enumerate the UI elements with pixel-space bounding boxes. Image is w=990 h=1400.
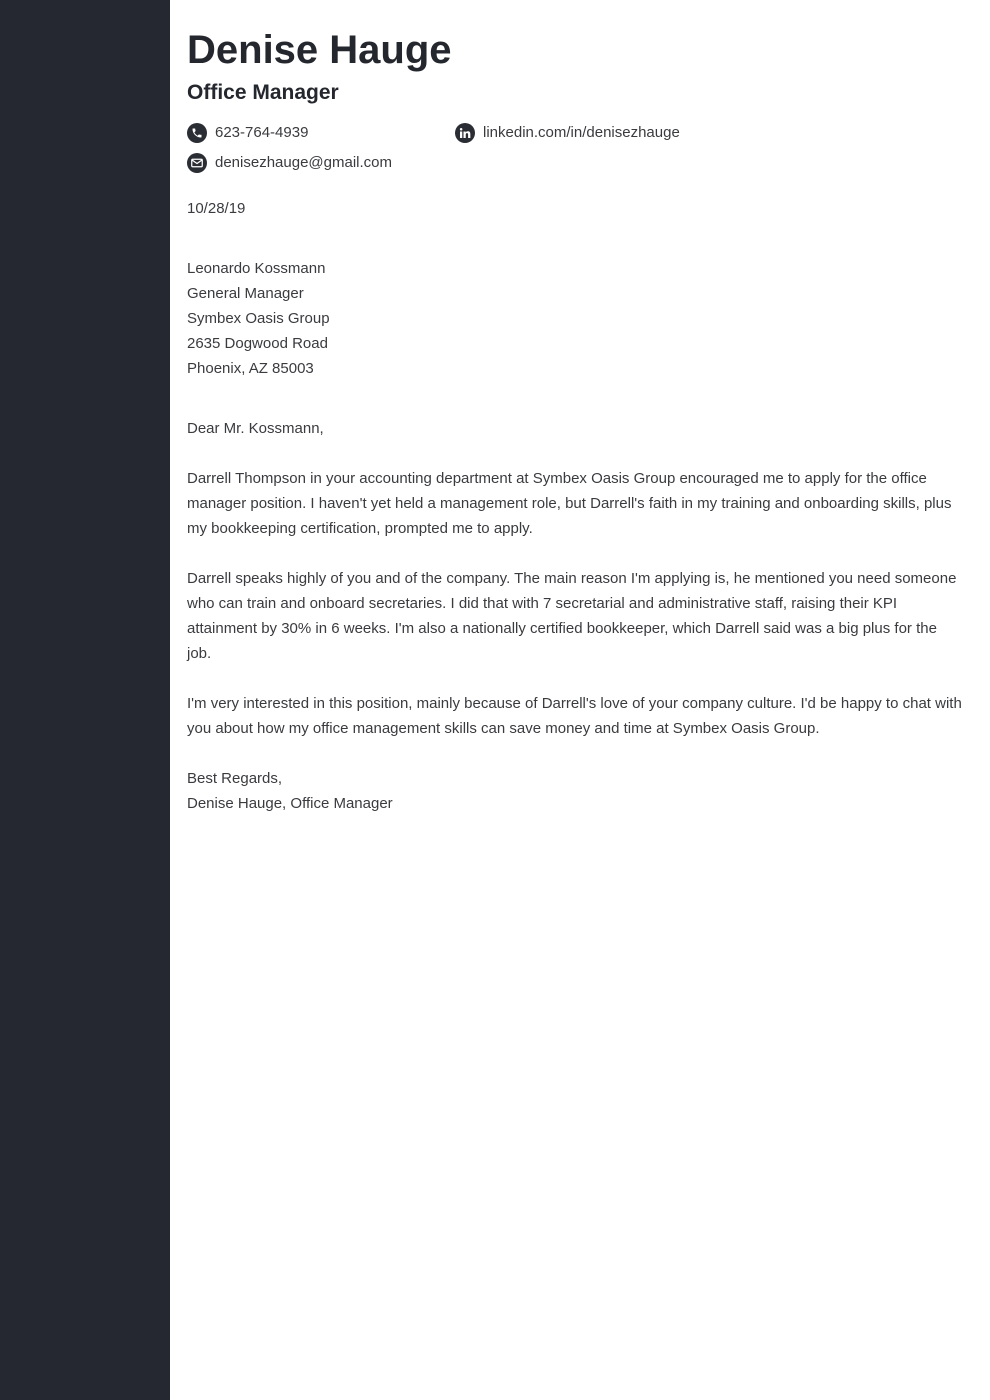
applicant-name: Denise Hauge bbox=[187, 28, 452, 72]
recipient-address bbox=[187, 256, 962, 381]
phone-number: 623-764-4939 bbox=[215, 124, 309, 141]
phone-icon bbox=[187, 123, 207, 143]
linkedin-icon bbox=[455, 123, 475, 143]
body-paragraph-1: Darrell Thompson in your accounting department at Symbex Oasis Group encouraged me to apply for the office manager position. I haven't yet held a management role, but Darrell's faith in my training and onboarding skills, plus my bookkeeping certification, prompted me to apply. bbox=[187, 470, 952, 537]
recipient-name: Leonardo Kossmann bbox=[187, 260, 326, 277]
email-address: denisezhauge@gmail.com bbox=[215, 154, 392, 171]
letter-date: 10/28/19 bbox=[187, 200, 246, 217]
recipient-company: Symbex Oasis Group bbox=[187, 310, 330, 327]
linkedin-url: linkedin.com/in/denisezhauge bbox=[483, 124, 680, 141]
contact-phone bbox=[187, 123, 308, 143]
applicant-title: Office Manager bbox=[187, 81, 339, 104]
sidebar-panel bbox=[0, 0, 170, 1400]
body-paragraph-3: I'm very interested in this position, mainly because of Darrell's love of your company culture. I'd be happy to chat with you about how my office management skills can save money and time at Symbex Oasis Group. bbox=[187, 695, 962, 737]
closing bbox=[187, 766, 962, 816]
contact-linkedin bbox=[455, 123, 680, 143]
signature: Denise Hauge, Office Manager bbox=[187, 795, 393, 812]
salutation: Dear Mr. Kossmann, bbox=[187, 420, 324, 437]
body-paragraph-2: Darrell speaks highly of you and of the company. The main reason I'm applying is, he mentioned you need someone who can train and onboard secretaries. I did that with 7 secretarial and administrative staff, raising their KPI attainment by 30% in 6 weeks. I'm also a nationally certified bookkeeper, which Darrell said was a big plus for the job. bbox=[187, 570, 957, 662]
recipient-city: Phoenix, AZ 85003 bbox=[187, 360, 314, 377]
closing-phrase: Best Regards, bbox=[187, 770, 283, 787]
recipient-street: 2635 Dogwood Road bbox=[187, 335, 328, 352]
envelope-icon bbox=[187, 153, 207, 173]
recipient-position: General Manager bbox=[187, 285, 304, 302]
contact-email bbox=[187, 153, 392, 173]
